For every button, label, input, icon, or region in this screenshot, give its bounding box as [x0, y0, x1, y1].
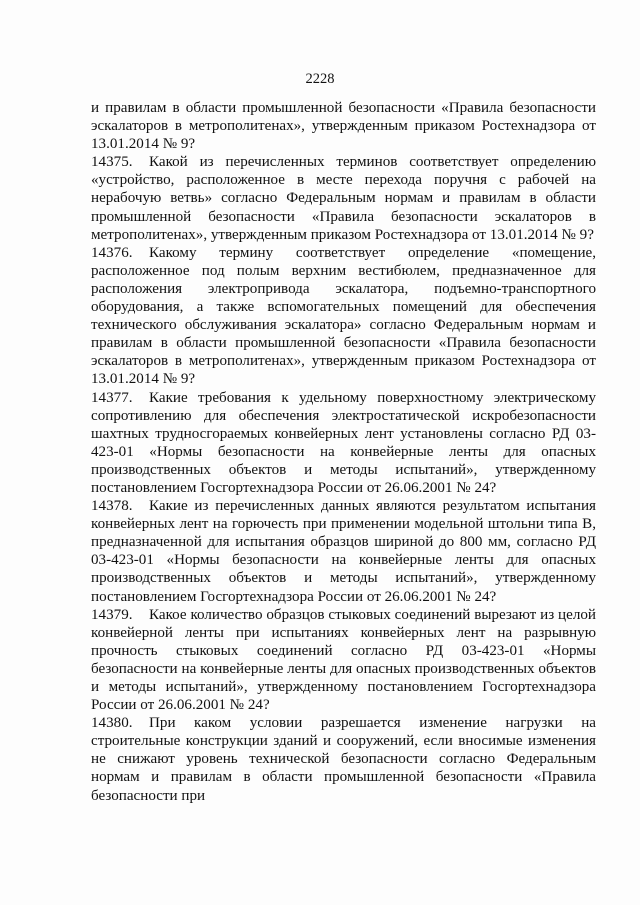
question-number: 14375.	[91, 154, 133, 171]
question-text: Какому термину соответствует определение «помещение, расположенное под полым верхним вестибюлем, предназначенное для расположения электропривода эскалатора, подъемно-транспортного оборудования, а также вспомогательных помещений для обеспечения технического обслуживания эскалатора» согласно Федеральным нормам и правилам в области промышленной безопасности «Правила безопасности эскалаторов в метрополитенах», утвержденным приказом Ростехнадзора от 13.01.2014 № 9?	[91, 244, 596, 388]
question-number: 14377.	[91, 389, 133, 406]
question-text: При каком условии разрешается изменение нагрузки на строительные конструкции зданий и сооружений, если вносимые изменения не снижают уровень технической безопасности согласно Федеральным нормам и правилам в области промышленной безопасности «Правила безопасности при	[91, 715, 596, 804]
question-14380	[91, 714, 596, 804]
question-14377	[91, 389, 596, 498]
question-number: 14378.	[91, 498, 133, 515]
question-14376	[91, 244, 596, 389]
question-14375	[91, 153, 596, 243]
question-text: Какие требования к удельному поверхностному электрическому сопротивлению для обеспечения электростатической искробезопасности шахтных трудносгораемых конвейерных лент установлены согласно РД 03-423-01 «Нормы безопасности на конвейерные ленты для опасных производственных объектов и методы испытаний», утвержденному постановлением Госгортехнадзора России от 26.06.2001 № 24?	[91, 389, 596, 496]
question-number: 14380.	[91, 715, 133, 732]
page-number: 2228	[305, 71, 335, 87]
question-number: 14376.	[91, 244, 133, 261]
document-body	[91, 99, 596, 805]
question-text: Какие из перечисленных данных являются результатом испытания конвейерных лент на горючесть при применении модельной штольни типа В, предназначенной для испытания образцов шириной до 800 мм, согласно РД 03-423-01 «Нормы безопасности на конвейерные ленты для опасных производственных объектов и методы испытаний», утвержденному постановлением Госгортехнадзора России от 26.06.2001 № 24?	[91, 498, 596, 605]
question-14378	[91, 497, 596, 606]
question-text: Какой из перечисленных терминов соответствует определению «устройство, расположенное в месте перехода поручня с рабочей на нерабочую ветвь» согласно Федеральным нормам и правилам в области промышленной безопасности «Правила безопасности эскалаторов в метрополитенах», утвержденным приказом Ростехнадзора от 13.01.2014 № 9?	[91, 154, 596, 243]
paragraph-text: и правилам в области промышленной безопасности «Правила безопасности эскалаторов в метрополитенах», утвержденным приказом Ростехнадзора от 13.01.2014 № 9?	[91, 100, 596, 153]
question-number: 14379.	[91, 606, 133, 623]
paragraph-continuation	[91, 99, 596, 153]
question-14379	[91, 606, 596, 715]
question-text: Какое количество образцов стыковых соединений вырезают из целой конвейерной ленты при испытаниях конвейерных лент на разрывную прочность стыковых соединений согласно РД 03-423-01 «Нормы безопасности на конвейерные ленты для опасных производственных объектов и методы испытаний», утвержденному постановлением Госгортехнадзора России от 26.06.2001 № 24?	[91, 606, 596, 714]
